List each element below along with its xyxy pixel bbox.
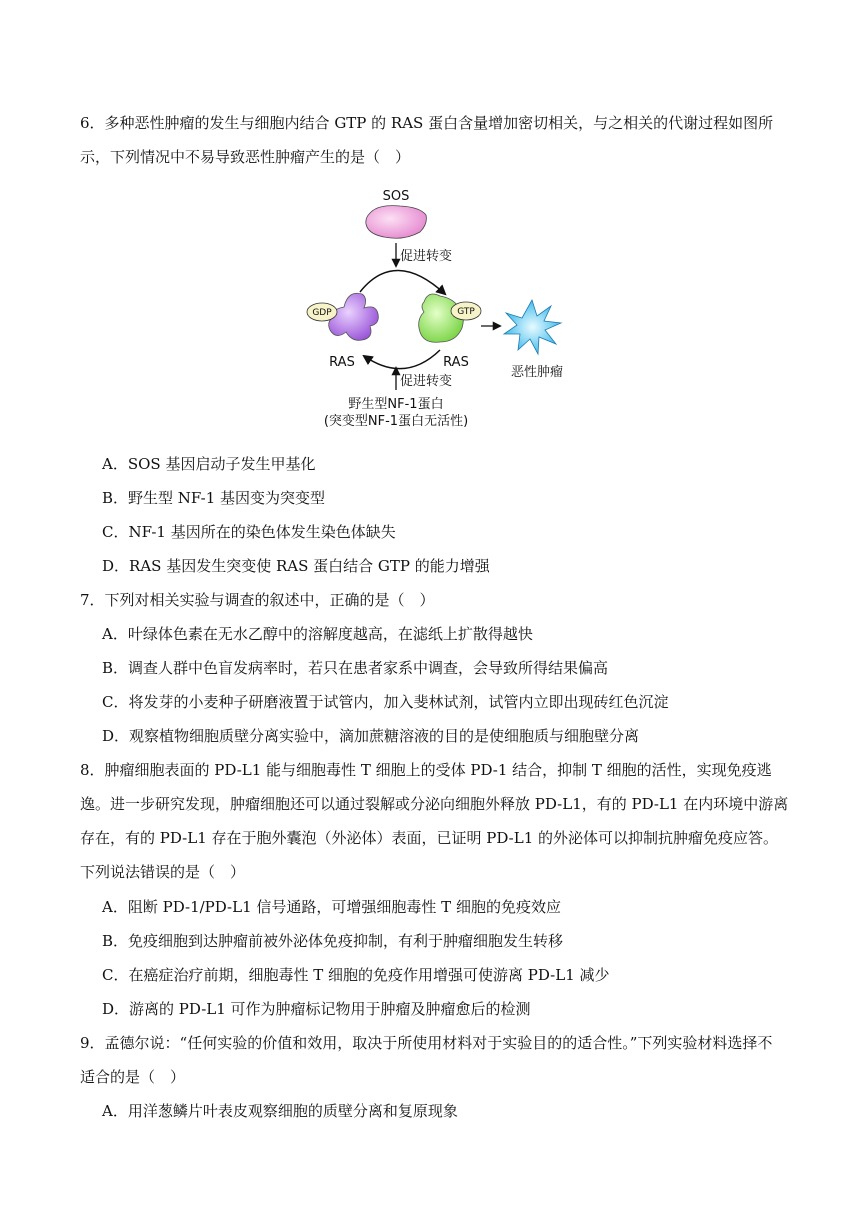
ras-right-label: RAS [443, 355, 469, 370]
q6-option-d: D．RAS 基因发生突变使 RAS 蛋白结合 GTP 的能力增强 [102, 557, 490, 575]
q8-stem-line4: 下列说法错误的是（ ） [80, 863, 246, 881]
q7-option-c: C．将发芽的小麦种子研磨液置于试管内，加入斐林试剂，试管内立即出现砖红色沉淀 [102, 693, 669, 711]
q7-stem-line1: 7．下列对相关实验与调查的叙述中，正确的是（ ） [80, 591, 435, 609]
q6-option-b: B．野生型 NF-1 基因变为突变型 [102, 489, 326, 507]
promote-label-bottom: 促进转变 [400, 374, 453, 389]
q7-option-a: A．叶绿体色素在无水乙醇中的溶解度越高，在滤纸上扩散得越快 [102, 625, 533, 643]
q8-stem-line3: 存在，有的 PD-L1 存在于胞外囊泡（外泌体）表面，已证明 PD-L1 的外泌体可以抑制抗肿瘤免疫应答。 [80, 829, 779, 847]
q8-option-b: B．免疫细胞到达肿瘤前被外泌体免疫抑制，有利于肿瘤细胞发生转移 [102, 932, 564, 950]
q8-option-a: A．阻断 PD-1/PD-L1 信号通路，可增强细胞毒性 T 细胞的免疫效应 [102, 898, 561, 916]
gtp-label: GTP [457, 307, 475, 317]
q7-option-b: B．调查人群中色盲发病率时，若只在患者家系中调查，会导致所得结果偏高 [102, 659, 609, 677]
sos-protein-shape [366, 206, 427, 239]
tumor-label: 恶性肿瘤 [510, 365, 564, 380]
q8-stem-line1: 8．肿瘤细胞表面的 PD-L1 能与细胞毒性 T 细胞上的受体 PD-1 结合，抑制 T 细胞的活性，实现免疫逃 [80, 761, 772, 779]
q8-stem-line2: 逸。进一步研究发现，肿瘤细胞还可以通过裂解或分泌向细胞外释放 PD-L1，有的 PD-L1 在内环境中游离 [80, 795, 789, 813]
q9-option-a: A．用洋葱鳞片叶表皮观察细胞的质壁分离和复原现象 [102, 1102, 458, 1120]
promote-label-top: 促进转变 [400, 249, 453, 264]
cycle-arc-top [360, 270, 445, 294]
q6-stem-line2: 示，下列情况中不易导致恶性肿瘤产生的是（ ） [80, 148, 411, 166]
gdp-label: GDP [312, 308, 332, 318]
q6-option-c: C．NF-1 基因所在的染色体发生染色体缺失 [102, 523, 396, 541]
ras-left-label: RAS [329, 355, 355, 370]
tumor-starburst-shape [504, 300, 561, 354]
sos-label: SOS [382, 189, 410, 204]
q8-option-d: D．游离的 PD-L1 可作为肿瘤标记物用于肿瘤及肿瘤愈后的检测 [102, 1000, 531, 1018]
wild-type-nf1-label: 野生型NF-1蛋白 [348, 397, 444, 412]
q9-stem-line1: 9．孟德尔说：“任何实验的价值和效用，取决于所使用材料对于实验目的的适合性。”下列实验材料选择不 [80, 1034, 773, 1052]
q8-option-c: C．在癌症治疗前期，细胞毒性 T 细胞的免疫作用增强可使游离 PD-L1 减少 [102, 966, 610, 984]
cycle-arc-bottom [364, 350, 440, 369]
q6-option-a: A．SOS 基因启动子发生甲基化 [102, 455, 316, 473]
ras-gdp-shape [329, 293, 379, 340]
q6-stem-line1: 6．多种恶性肿瘤的发生与细胞内结合 GTP 的 RAS 蛋白含量增加密切相关，与之相关的代谢过程如图所 [80, 114, 774, 132]
q7-option-d: D．观察植物细胞质壁分离实验中，滴加蔗糖溶液的目的是使细胞质与细胞壁分离 [102, 727, 640, 745]
ras-pathway-diagram [300, 180, 590, 435]
q9-stem-line2: 适合的是（ ） [80, 1068, 186, 1086]
mutant-nf1-label: (突变型NF-1蛋白无活性) [323, 414, 469, 429]
